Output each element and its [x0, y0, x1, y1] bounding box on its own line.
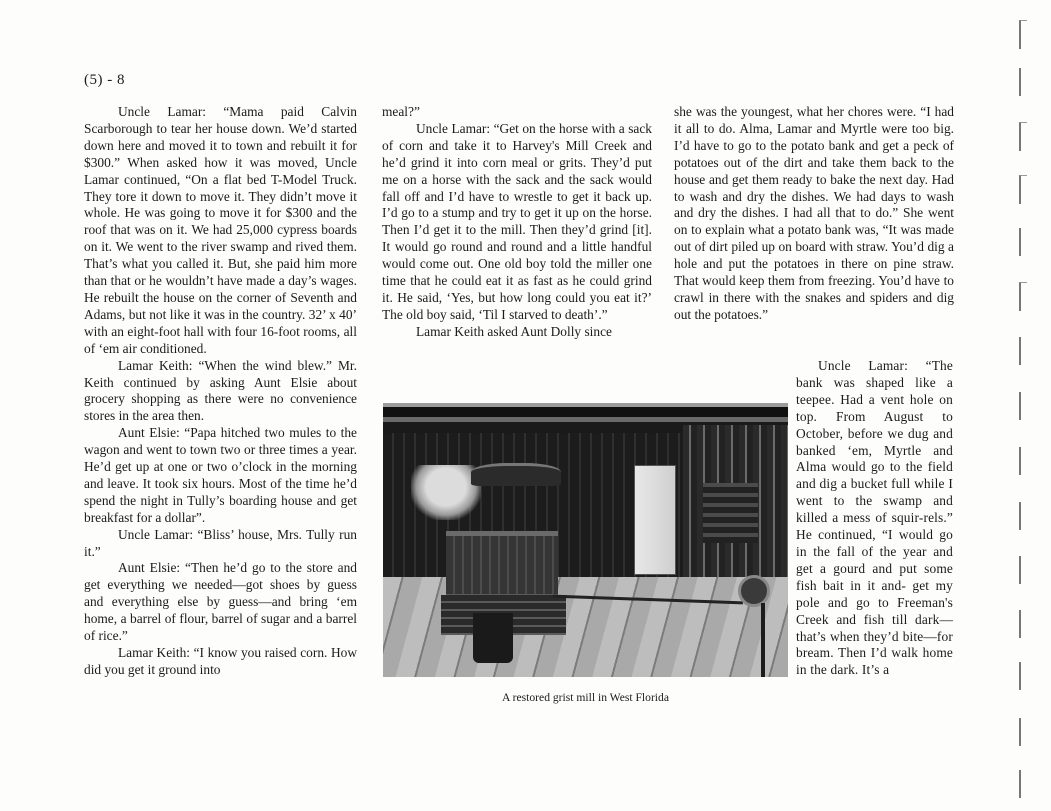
photo-post — [761, 603, 765, 677]
paragraph: Aunt Elsie: “Papa hitched two mules to the wagon and went to town two or three times a year. He’d get up at one or two o’clock in the morning and leave. It took six hours. Most of the time he’d spend the night in Tully’s boarding house and get breakfast for a dollar”. — [84, 425, 357, 525]
photo-door — [634, 465, 676, 575]
paragraph: she was the youngest, what her chores were. “I had it all to do. Alma, Lamar and Myrtle were too big. I’d have to go to the potato bank and get a peck of potatoes out of the dirt and take them back to the house and get them ready to bake the next day. Had to wash and dry the dishes. We had days to wash and dry the dishes. I had all that to do.” She went on to explain what a potato bank was, “It was made out of dirt piled up on board with straw. You’d dig a hole and put the potatoes in there on pine straw. That would keep them from freezing. You’d have to crawl in there with the snakes and spiders and dig out the potatoes.” — [674, 104, 954, 322]
binding-mark — [1019, 502, 1027, 530]
text-column-2 — [382, 104, 652, 341]
photo-pulley-wheel — [738, 575, 770, 607]
binding-mark — [1019, 556, 1027, 584]
binding-mark — [1019, 337, 1027, 365]
photo-hopper — [471, 463, 561, 486]
text-column-1 — [84, 104, 357, 679]
paragraph: Uncle Lamar: “Get on the horse with a sack of corn and take it to Harvey's Mill Creek and he’d grind it into corn meal or grits. They’d put me on a horse with the sack and the sack would fall off and I’d have to wrestle to get it back up. I’d go to a stump and try to get it up on the horse. Then I’d get it to the mill. Then they’d grind [it]. It would go round and round and a little handful would come out. One old boy told the miller one time that he could eat it as fast as he could grind it. He said, ‘Yes, but how long could you eat it?’ The old boy said, ‘Til I starved to death’.” — [382, 120, 652, 322]
paragraph: Lamar Keith: “I know you raised corn. How did you get it ground into — [84, 645, 357, 677]
binding-mark — [1019, 282, 1027, 311]
paragraph: Lamar Keith asked Aunt Dolly since — [416, 323, 612, 339]
binding-mark — [1019, 175, 1027, 204]
binding-mark — [1019, 228, 1027, 256]
paragraph: Uncle Lamar: “The bank was shaped like a teepee. Had a vent hole on top. From August to October, before we dug and banked ‘em, Myrtle and Alma would go to the field and dig a bucket full while I went to the swamp and killed a mess of squir-rels.” He continued, “I would go in the fall of the year and get a gourd and put some fish bait in it and- get my pole and go to Freeman's Creek and fish till dark—that’s when they’d bite—for bream. Then I’d walk home in the dark. It’s a — [796, 358, 953, 678]
binding-mark — [1019, 122, 1027, 151]
photo-shelf — [703, 483, 758, 543]
binding-mark — [1019, 447, 1027, 475]
grist-mill-photo — [383, 403, 788, 677]
binding-mark — [1019, 392, 1027, 420]
binding-mark — [1019, 718, 1027, 746]
text-column-3 — [674, 104, 954, 324]
binding-mark — [1019, 68, 1027, 96]
page-number: (5) - 8 — [84, 72, 125, 88]
paragraph: meal?” — [382, 104, 420, 119]
binding-mark — [1019, 662, 1027, 690]
photo-bucket — [473, 613, 513, 663]
binding-mark — [1019, 20, 1027, 49]
paragraph: Lamar Keith: “When the wind blew.” Mr. Keith continued by asking Aunt Elsie about grocery shopping as there were no convenience stores in the area then. — [84, 357, 357, 424]
binding-mark — [1019, 770, 1027, 798]
paragraph: Uncle Lamar: “Mama paid Calvin Scarborough to tear her house down. We’d started down here and moved it to town and rebuilt it for $300.” When asked how it was moved, Uncle Lamar continued, “On a flat bed T-Model Truck. They tore it down to move it. They didn’t move it whole. He was going to move it for $300 and the roof that was on it. We had 25,000 cypress boards on it. We went to the river swamp and rived them. That’s what you called it. But, she paid him more than that or he wouldn’t have made a day’s wages. He rebuilt the house on the corner of Seventh and Adams, but not like it was in the country. 32’ x 40’ with an eight-foot hall with four 16-foot rooms, all of ‘em air conditioned. — [84, 104, 357, 356]
binding-mark — [1019, 610, 1027, 638]
photo-caption: A restored grist mill in West Florida — [502, 691, 669, 704]
binding-hole-marks — [1019, 0, 1039, 811]
paragraph: Uncle Lamar: “Bliss’ house, Mrs. Tully run it.” — [84, 526, 357, 559]
photo-millstone — [446, 531, 558, 599]
text-column-3-wrap — [796, 358, 953, 679]
paragraph: Aunt Elsie: “Then he’d go to the store and get everything we needed—got shoes by guess and everything else by guess—and bring ‘em home, a barrel of flour, barrel of sugar and a barrel of rice.” — [84, 560, 357, 644]
